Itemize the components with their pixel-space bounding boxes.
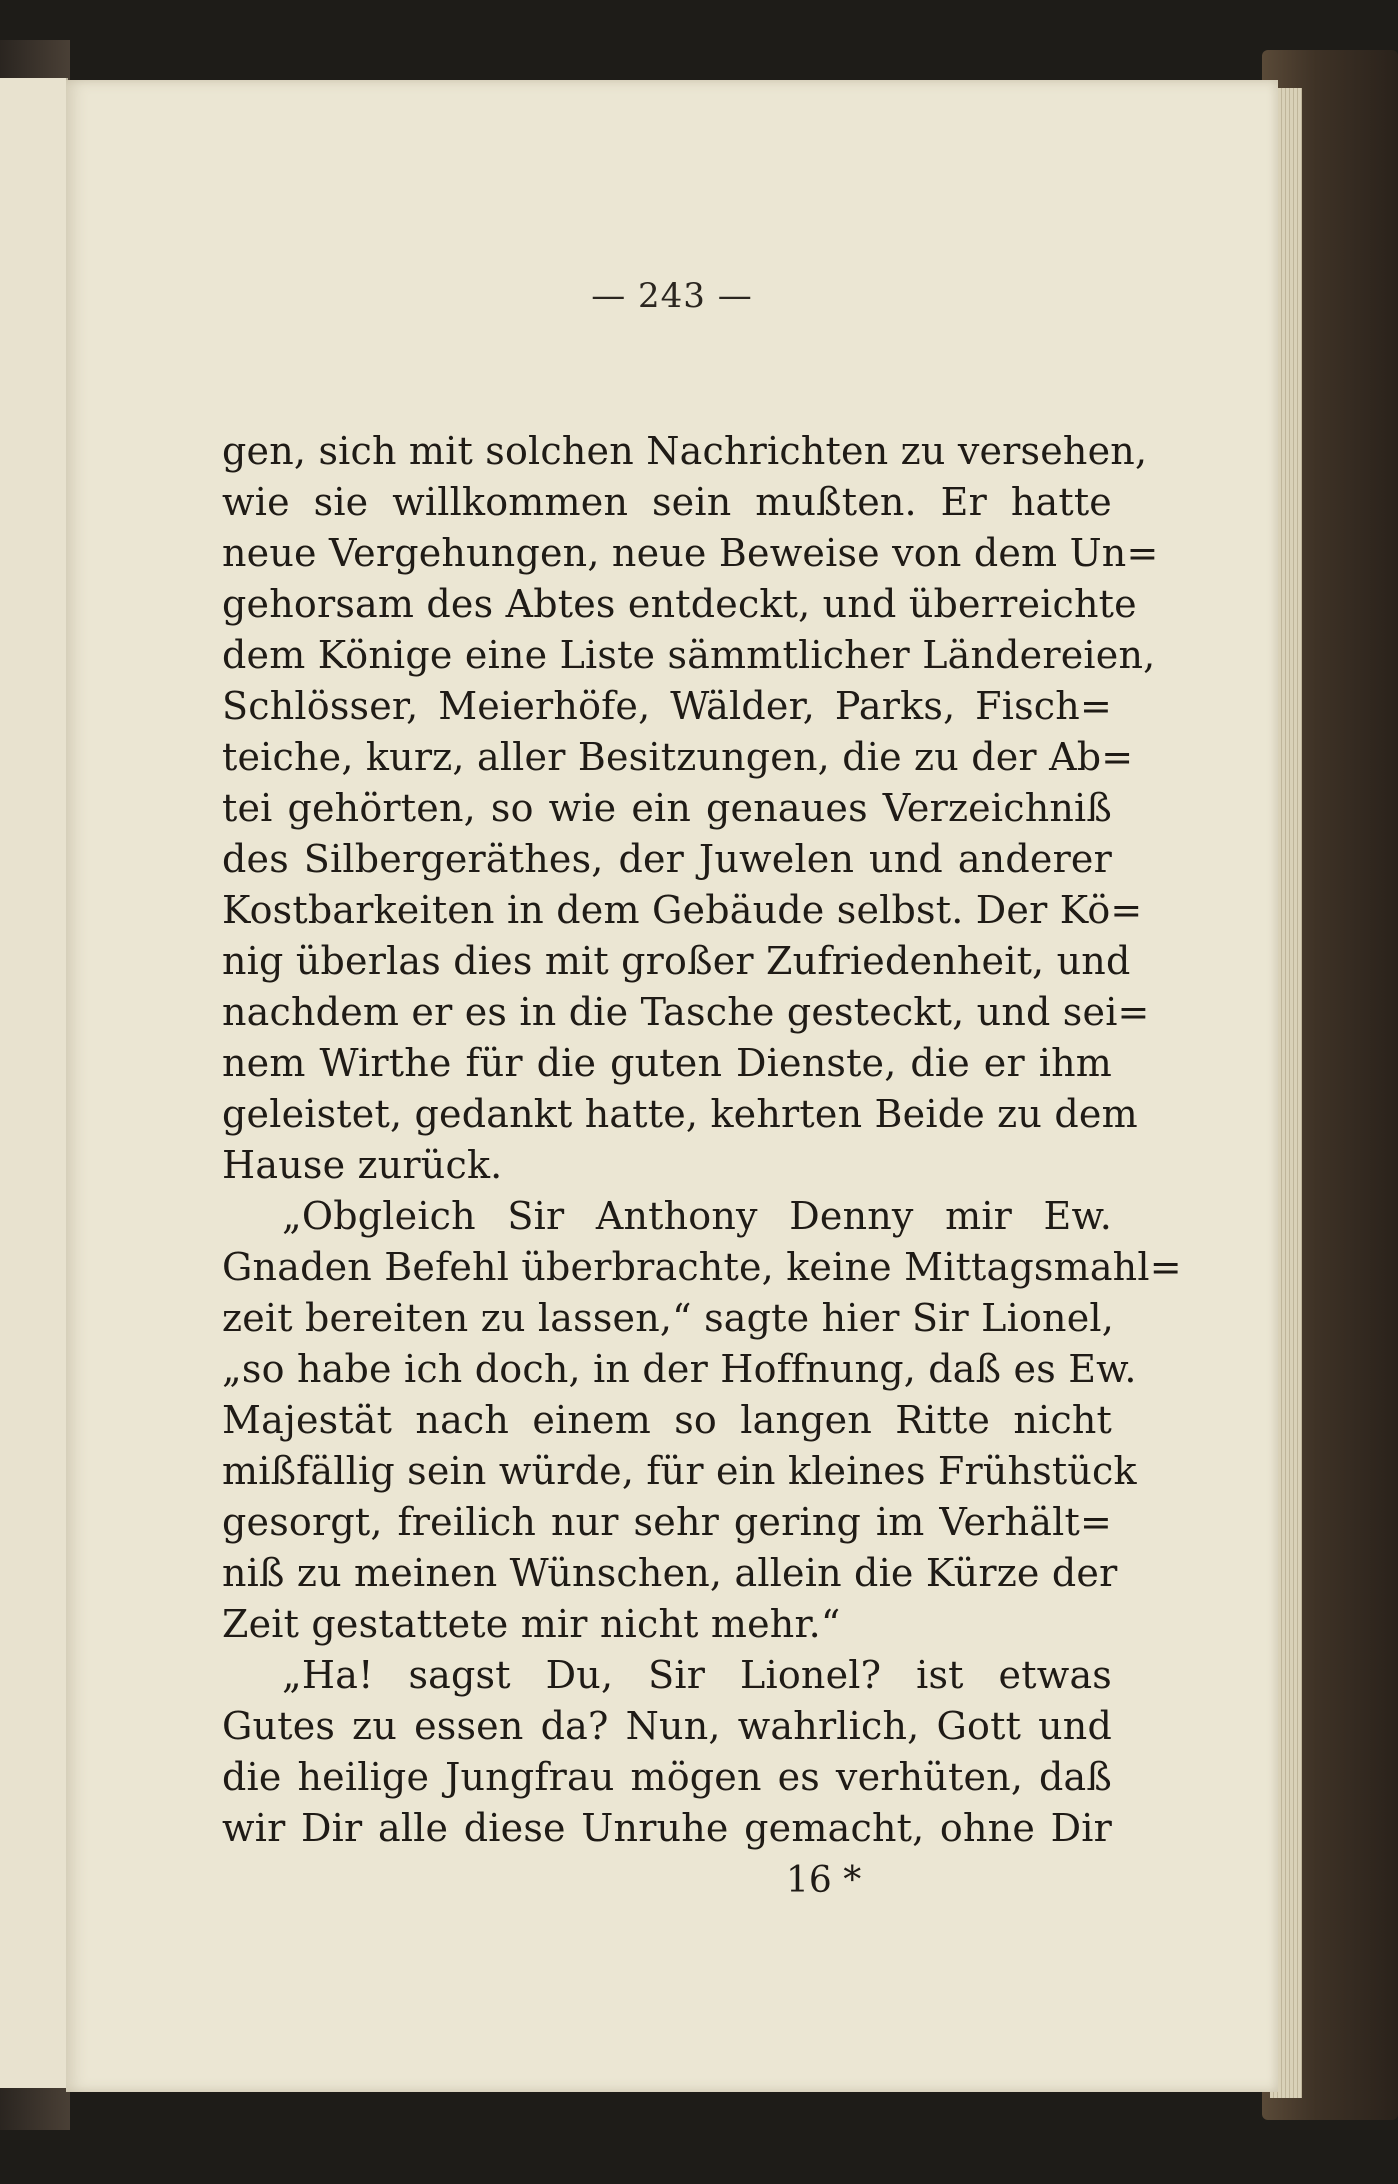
text-line: niß zu meinen Wünschen, allein die Kürze der xyxy=(222,1551,1118,1595)
text-line: Zeit gestattete mir nicht mehr.“ xyxy=(222,1602,841,1646)
text-line: „Ha! sagst Du, Sir Lionel? ist etwas xyxy=(282,1653,1112,1697)
text-line: „so habe ich doch, in der Hoffnung, daß es Ew. xyxy=(222,1347,1137,1391)
text-line: Gutes zu essen da? Nun, wahrlich, Gott und xyxy=(222,1704,1112,1748)
text-line: Schlösser, Meierhöfe, Wälder, Parks, Fisch= xyxy=(222,684,1112,728)
text-line: Kostbarkeiten in dem Gebäude selbst. Der Kö= xyxy=(222,888,1143,932)
text-line: dem Könige eine Liste sämmtlicher Ländereien, xyxy=(222,633,1156,677)
signature-mark: 16 * xyxy=(786,1860,862,1901)
text-line: nachdem er es in die Tasche gesteckt, und sei= xyxy=(222,990,1150,1034)
body-text xyxy=(222,426,1182,1854)
book-page xyxy=(66,80,1278,2092)
text-line: Majestät nach einem so langen Ritte nicht xyxy=(222,1398,1112,1442)
text-line: des Silbergeräthes, der Juwelen und anderer xyxy=(222,837,1112,881)
text-line: tei gehörten, so wie ein genaues Verzeichniß xyxy=(222,786,1112,830)
text-line: „Obgleich Sir Anthony Denny mir Ew. xyxy=(282,1194,1112,1238)
text-line: die heilige Jungfrau mögen es verhüten, daß xyxy=(222,1755,1112,1799)
text-line: teiche, kurz, aller Besitzungen, die zu der Ab= xyxy=(222,735,1134,779)
text-line: geleistet, gedankt hatte, kehrten Beide zu dem xyxy=(222,1092,1138,1136)
text-line: neue Vergehungen, neue Beweise von dem Un= xyxy=(222,531,1159,575)
text-line: Hause zurück. xyxy=(222,1143,503,1187)
page-number: — 243 — xyxy=(591,276,753,316)
text-line: mißfällig sein würde, für ein kleines Frühstück xyxy=(222,1449,1137,1493)
text-line: zeit bereiten zu lassen,“ sagte hier Sir Lionel, xyxy=(222,1296,1115,1340)
facing-page-edge xyxy=(0,78,68,2088)
text-line: Gnaden Befehl überbrachte, keine Mittagsmahl= xyxy=(222,1245,1182,1289)
text-line: wie sie willkommen sein mußten. Er hatte xyxy=(222,480,1112,524)
text-line: nig überlas dies mit großer Zufriedenheit, und xyxy=(222,939,1131,983)
text-line: gehorsam des Abtes entdeckt, und überreichte xyxy=(222,582,1137,626)
text-line: gesorgt, freilich nur sehr gering im Verhält= xyxy=(222,1500,1112,1544)
text-line: wir Dir alle diese Unruhe gemacht, ohne Dir xyxy=(222,1806,1112,1850)
text-line: nem Wirthe für die guten Dienste, die er ihm xyxy=(222,1041,1112,1085)
text-line: gen, sich mit solchen Nachrichten zu versehen, xyxy=(222,429,1148,473)
